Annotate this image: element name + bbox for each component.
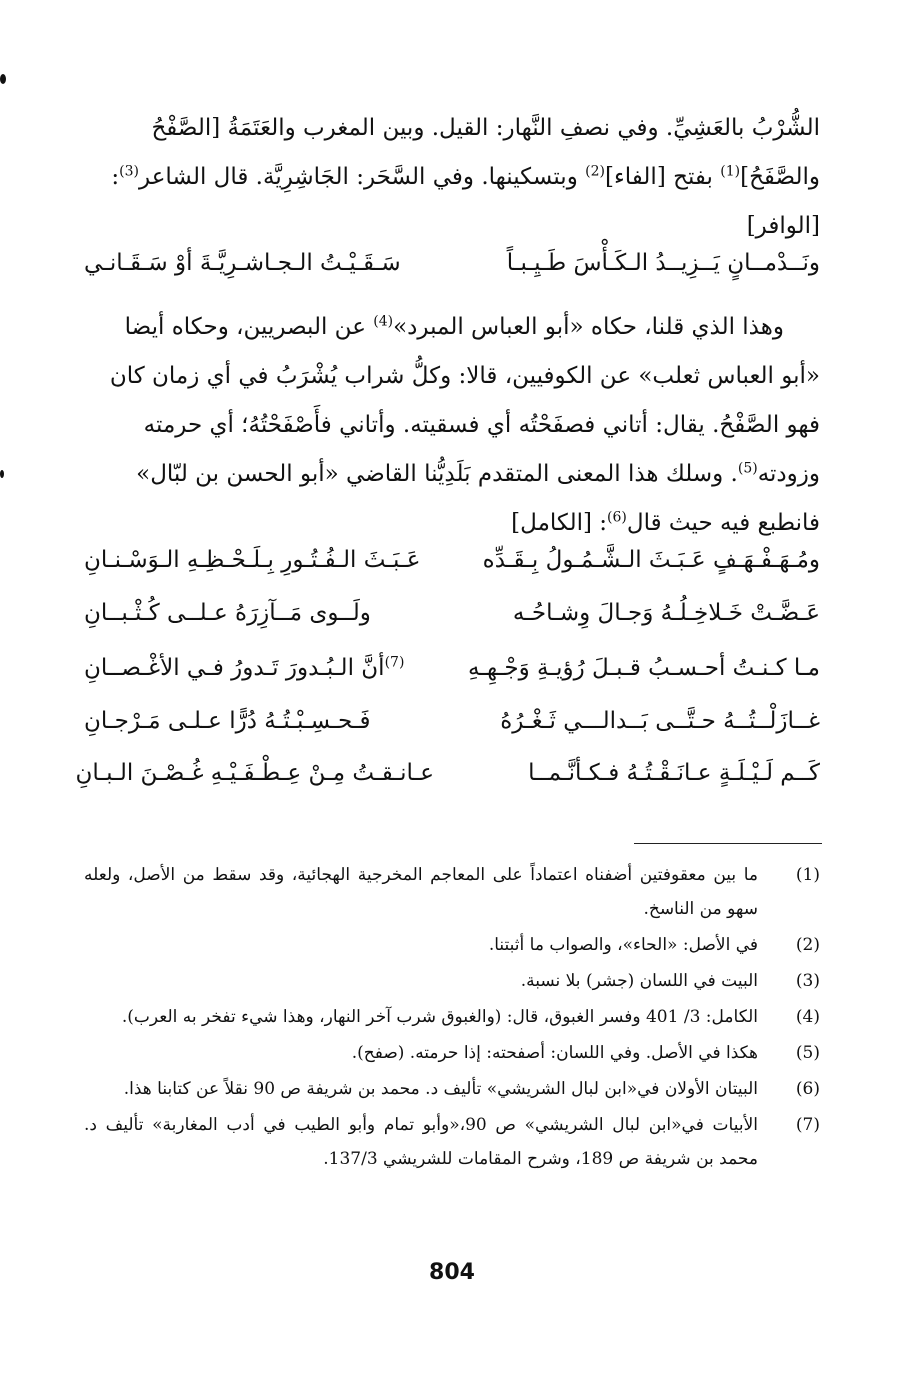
verse-line [75,760,820,808]
verse-sadr: كَــم لَـيْـلَـةٍ عـانَـقْـتُـهُ فـكـأنَّـمــا [528,760,820,786]
footnote-item [84,858,820,926]
footnote-item [84,1036,820,1070]
footnote-number: (7) [795,1115,820,1135]
verse-ajuz: فَـحـسِـبْـتُـهُ دُرًّا عـلـى مَـرْجـانِ [84,708,371,734]
footnote-number: (2) [795,935,820,955]
footnote-number: (3) [795,971,820,991]
footnote-text: هكذا في الأصل. وفي اللسان: أصفحته: إذا حرمته. (صفح). [351,1043,758,1063]
verse-line [84,600,820,648]
verse-line [84,708,820,756]
footnote-number: (1) [795,865,820,885]
footnote-ref: (5) [737,460,758,477]
verse-ajuz: عـانـقـتُ مِـنْ عِـطْـفَـيْـهِ غُـصْـنَ الـبـانِ [75,760,434,786]
footnotes [84,858,820,1178]
footnote-number: (5) [795,1043,820,1063]
paragraph-1-line-2 [84,153,820,202]
meter-label: [الوافر] [746,213,820,239]
verse-sadr: ونَــدْمــانٍ يَــزِيــدُ الـكَـأْسَ طَـيِـبـاً [506,250,820,276]
text-segment: وزودته [757,461,820,487]
verse-ajuz: سَـقَـيْـتُ الـجـاشـرِيَّـةَ أوْ سَـقَـانـي [84,250,401,276]
footnote-ref: (3) [119,163,139,180]
page-number: 804 [429,1260,475,1285]
paragraph-1-line-1: الشُّرْبُ بالعَشِيِّ. وفي نصفِ النَّهار: القيل. وبين المغرب والعَتَمَةُ [الصَّفْحُ [151,115,820,141]
footnote-ref: (4) [373,313,394,330]
footnote-ref: (7) [384,654,405,671]
footnote-item [84,1000,820,1034]
footnote-text: ما بين معقوفتين أضفناه اعتماداً على المعاجم المخرجية الهجائية، وقد سقط من الأصل، ولعله سهو من الناسخ. [84,865,758,919]
footnote-text: الكامل: 3/ 401 وفسر الغبوق، قال: (والغبوق شرب آخر النهار، وهذا شيء تفخر به العرب). [121,1007,758,1027]
paragraph-2 [84,303,820,548]
footnote-text: الأبيات في«ابن لبال الشريشي» ص 90،«وأبو تمام وأبو الطيب في أدب المغاربة» تأليف د. محمد بن شريفة ص 189، وشرح المقامات للشريشي 137/3. [84,1115,758,1169]
text-segment: بفتح [الفاء] [604,164,721,190]
footnote-text: في الأصل: «الحاء»، والصواب ما أثبتنا. [488,935,758,955]
text-segment: فانطبع فيه حيث قال [626,510,820,536]
verse-line [84,547,820,595]
verse-sadr: مـا كـنـتُ أحـسـبُ قـبـلَ رُؤيـةِ وَجْـهِـهِ [467,655,820,681]
verse-ajuz [84,655,434,681]
text-segment: : [111,164,120,190]
verse-ajuz-text: أنَّ الـبُـدورَ تَـدورُ فـي الأغْـصــانِ [84,655,385,681]
text-segment: وهذا الذي قلنا، حكاه «أبو العباس المبرد» [393,314,784,340]
verse-line [84,250,820,298]
paragraph-2-line-2: «أبو العباس ثعلب» عن الكوفيين، قالا: وكلُّ شراب يُشْرَبُ في أي زمان كان [109,363,820,389]
paragraph-2-line-5 [84,499,820,548]
verse-sadr: غــازَلْــتُــهُ حـتَّــى بَــدالـــي ثَـغْـرُهُ [500,708,820,734]
verse-sadr: ومُـهَـفْـهَـفٍ عَـبَـثَ الـشَّـمُـولُ بِـقَـدِّه [482,547,820,573]
scan-mark [0,470,4,478]
footnote-number: (6) [795,1079,820,1099]
text-segment: عن البصريين، وحكاه أيضا [124,314,374,340]
footnote-item [84,1108,820,1176]
footnote-ref: (2) [585,163,605,180]
footnote-text: البيتان الأولان في«ابن لبال الشريشي» تأليف د. محمد بن شريفة ص 90 نقلاً عن كتابنا هذا. [123,1079,758,1099]
footnote-item [84,964,820,998]
paragraph-2-line-3: فهو الصَّفْحُ. يقال: أتاني فصفَحْتُه أي فسقيته. وأتاني فأَصْفَحْتُهُ؛ أي حرمته [143,412,820,438]
paragraph-2-line-4 [84,450,820,499]
footnote-item [84,928,820,962]
verse-ajuz: عَـبَـثَ الـفُـتُـورِ بِـلَـحْـظِـهِ الـوَسْـنـانِ [84,547,421,573]
text-segment: والصَّفَحُ] [740,164,820,190]
footnote-separator [634,843,822,844]
paragraph-1 [84,104,820,251]
text-segment: : [الكامل] [511,510,608,536]
verse-ajuz: ولَــوى مَــآزِرَهُ عـلــى كُـثْـبــانِ [84,600,371,626]
paragraph-2-line-1 [84,303,820,352]
text-segment: وبتسكينها. وفي السَّحَر: الجَاشِرِيَّة. قال الشاعر [139,164,586,190]
footnote-item [84,1072,820,1106]
scan-mark [0,74,6,84]
footnote-number: (4) [795,1007,820,1027]
footnote-text: البيت في اللسان (جشر) بلا نسبة. [520,971,758,991]
text-segment: . وسلك هذا المعنى المتقدم بَلَدِيُّنا القاضي «أبو الحسن بن لبّال» [136,461,738,487]
verse-line [84,655,820,703]
footnote-ref: (6) [607,509,627,526]
footnote-ref: (1) [720,163,741,180]
verse-sadr: عَـضَّـتْ خَـلاخِـلُـهُ وَجـالَ وِشـاحُـه [512,600,820,626]
